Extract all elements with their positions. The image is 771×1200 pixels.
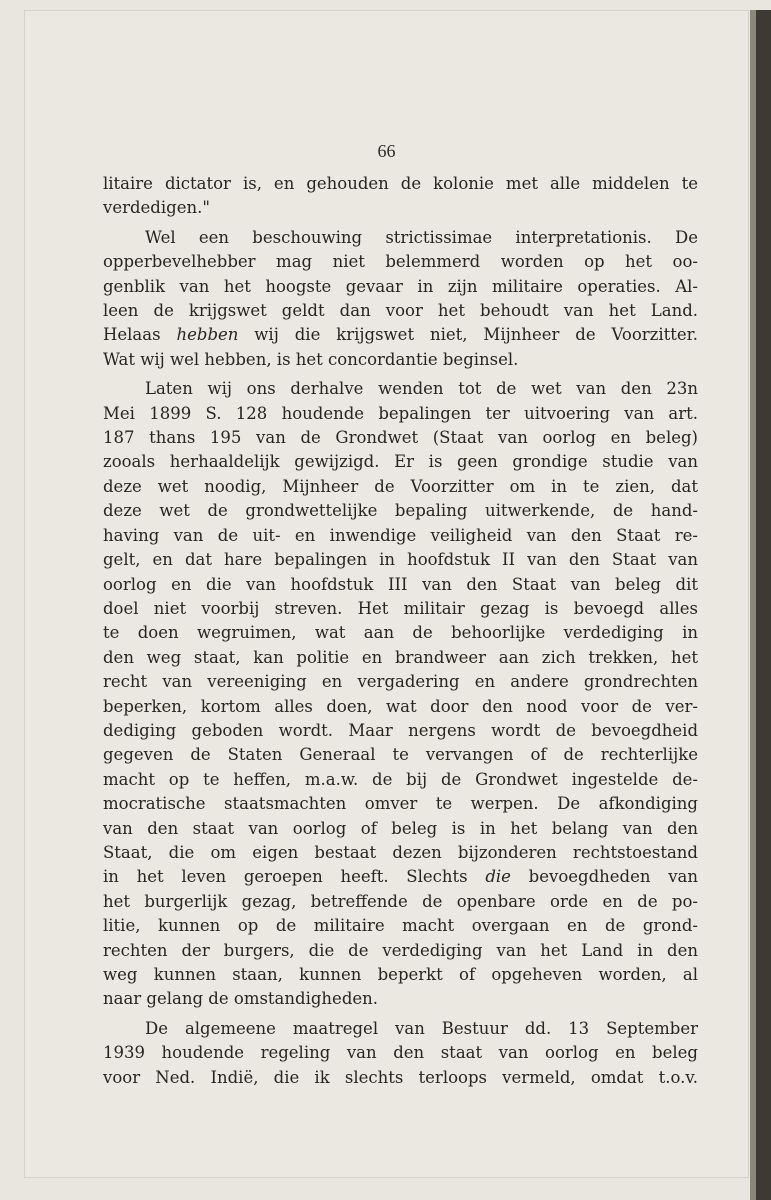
- text-line: 1939 houdende regeling van den staat van oorlog en beleg: [103, 1043, 698, 1063]
- text-line: De algemeene maatregel van Bestuur dd. 13 September: [145, 1018, 698, 1038]
- text-line: Laten wij ons derhalve wenden tot de wet van den 23n: [145, 379, 698, 399]
- text-line: genblik van het hoogste gevaar in zijn militaire operaties. Al-: [103, 276, 698, 296]
- text-line: litaire dictator is, en gehouden de kolonie met alle middelen te: [103, 174, 698, 193]
- text-line: doel niet voorbij streven. Het militair gezag is bevoegd alles: [103, 598, 698, 618]
- text-line: having van de uit- en inwendige veiligheid van den Staat re-: [103, 525, 698, 545]
- text-line: Mei 1899 S. 128 houdende bepalingen ter uitvoering van art.: [103, 403, 698, 423]
- page-number: 66: [377, 141, 396, 161]
- text-line: voor Ned. Indië, die ik slechts terloops vermeld, omdat t.o.v.: [103, 1067, 698, 1087]
- text-line: macht op te heffen, m.a.w. de bij de Grondwet ingestelde de-: [103, 769, 698, 789]
- text-line: verdedigen.": [103, 198, 210, 218]
- text-line: Helaas hebben wij die krijgswet niet, Mijnheer de Voorzitter.: [103, 325, 698, 345]
- text-line: naar gelang de omstandigheden.: [103, 989, 379, 1009]
- paragraph-3: [103, 377, 698, 1012]
- paragraph-4: [103, 1017, 698, 1090]
- text-line: gegeven de Staten Generaal te vervangen of de rechterlijke: [103, 745, 698, 765]
- text-line: den weg staat, kan politie en brandweer aan zich trekken, het: [103, 647, 698, 667]
- emphasis-text: die: [485, 867, 511, 887]
- text-line: Staat, die om eigen bestaat dezen bijzonderen rechtstoestand: [103, 842, 698, 862]
- paragraph-1: [103, 172, 698, 221]
- text-line: deze wet noodig, Mijnheer de Voorzitter om in te zien, dat: [103, 476, 698, 496]
- text-line: Wat wij wel hebben, is het concordantie beginsel.: [103, 349, 519, 369]
- book-binding-edge: [750, 10, 771, 1200]
- paragraph-2: [103, 226, 698, 372]
- text-line: beperken, kortom alles doen, wat door den nood voor de ver-: [103, 696, 698, 716]
- text-line: deze wet de grondwettelijke bepaling uitwerkende, de hand-: [103, 501, 698, 521]
- text-line: recht van vereeniging en vergadering en andere grondrechten: [103, 672, 698, 692]
- text-line: leen de krijgswet geldt dan voor het behoudt van het Land.: [103, 301, 698, 321]
- text-line: het burgerlijk gezag, betreffende de openbare orde en de po-: [103, 891, 698, 911]
- text-line: oorlog en die van hoofdstuk III van den Staat van beleg dit: [103, 574, 698, 594]
- text-line: in het leven geroepen heeft. Slechts die bevoegdheden van: [103, 867, 699, 887]
- text-line: te doen wegruimen, wat aan de behoorlijke verdediging in: [103, 623, 698, 643]
- text-line: van den staat van oorlog of beleg is in het belang van den: [103, 818, 698, 838]
- text-line: mocratische staatsmachten omver te werpen. De afkondiging: [103, 794, 698, 814]
- body-text: [103, 172, 698, 1095]
- text-line: zooals herhaaldelijk gewijzigd. Er is geen grondige studie van: [103, 452, 698, 472]
- text-line: opperbevelhebber mag niet belemmerd worden op het oo-: [103, 252, 698, 272]
- text-line: Wel een beschouwing strictissimae interpretationis. De: [145, 227, 698, 247]
- text-line: litie, kunnen op de militaire macht overgaan en de grond-: [103, 916, 698, 936]
- emphasis-text: hebben: [176, 325, 239, 345]
- text-line: dediging geboden wordt. Maar nergens wordt de bevoegdheid: [103, 720, 698, 740]
- text-line: 187 thans 195 van de Grondwet (Staat van oorlog en beleg): [103, 428, 698, 448]
- text-line: rechten der burgers, die de verdediging van het Land in den: [103, 940, 698, 960]
- text-line: gelt, en dat hare bepalingen in hoofdstuk II van den Staat van: [103, 550, 698, 570]
- text-line: weg kunnen staan, kunnen beperkt of opgeheven worden, al: [103, 965, 698, 984]
